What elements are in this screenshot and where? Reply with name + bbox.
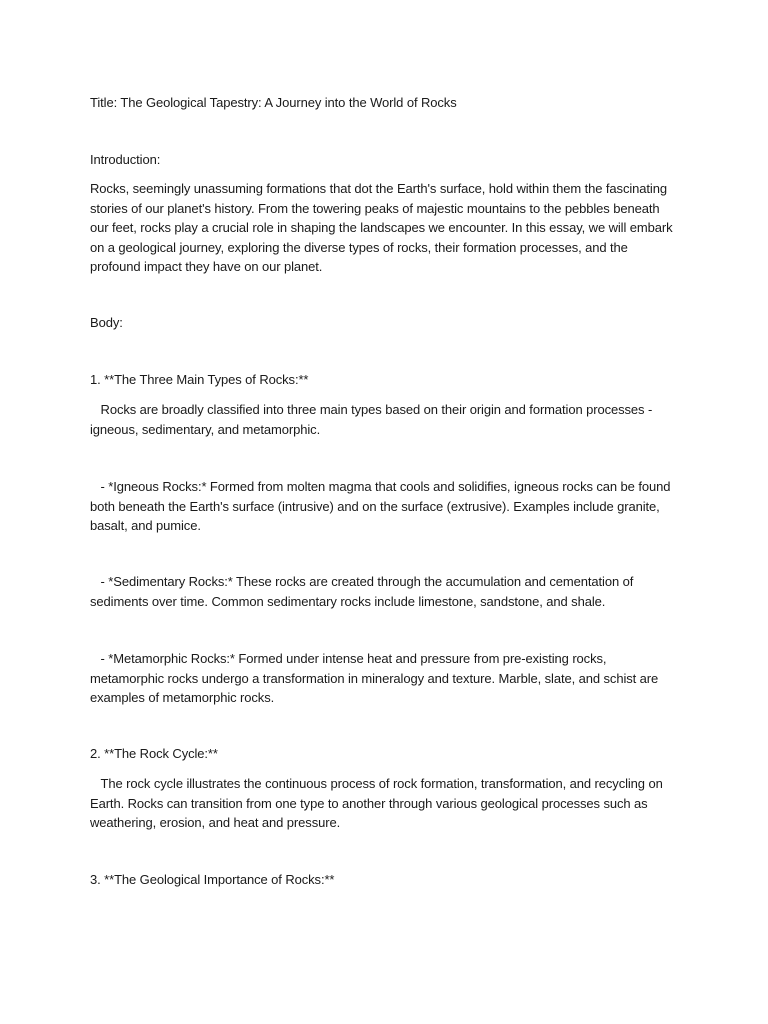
body-heading: Body: bbox=[90, 315, 123, 330]
igneous-bullet: - *Igneous Rocks:* Formed from molten magma that cools and solidifies, igneous rocks can be found both beneath the Earth's surface (intrusive) and on the surface (extrusive). Examples include granite, basalt, and pumice. bbox=[90, 479, 674, 533]
section-3-heading: 3. **The Geological Importance of Rocks:** bbox=[90, 872, 335, 887]
sedimentary-bullet: - *Sedimentary Rocks:* These rocks are created through the accumulation and cementation of sediments over time. Common sedimentary rocks include limestone, sandstone, and shale. bbox=[90, 574, 637, 609]
section-1-intro: Rocks are broadly classified into three main types based on their origin and formation processes - igneous, sedimentary, and metamorphic. bbox=[90, 402, 656, 437]
metamorphic-bullet: - *Metamorphic Rocks:* Formed under intense heat and pressure from pre-existing rocks, metamorphic rocks undergo a transformation in mineralogy and texture. Marble, slate, and schist are examples of metamorphic rocks. bbox=[90, 651, 662, 705]
section-1-heading: 1. **The Three Main Types of Rocks:** bbox=[90, 372, 309, 387]
section-2-text: The rock cycle illustrates the continuous process of rock formation, transformation, and recycling on Earth. Rocks can transition from one type to another through various geological processes such as weathering, erosion, and heat and pressure. bbox=[90, 776, 667, 830]
section-2-heading: 2. **The Rock Cycle:** bbox=[90, 746, 218, 761]
document-page bbox=[90, 0, 680, 1024]
introduction-heading: Introduction: bbox=[90, 152, 161, 167]
document-title: Title: The Geological Tapestry: A Journey into the World of Rocks bbox=[90, 95, 457, 110]
introduction-paragraph: Rocks, seemingly unassuming formations that dot the Earth's surface, hold within them the fascinating stories of our planet's history. From the towering peaks of majestic mountains to the pebbles beneath our feet, rocks play a crucial role in shaping the landscapes we encounter. In this essay, we will embark on a geological journey, exploring the diverse types of rocks, their formation processes, and the profound impact they have on our planet. bbox=[90, 181, 677, 274]
